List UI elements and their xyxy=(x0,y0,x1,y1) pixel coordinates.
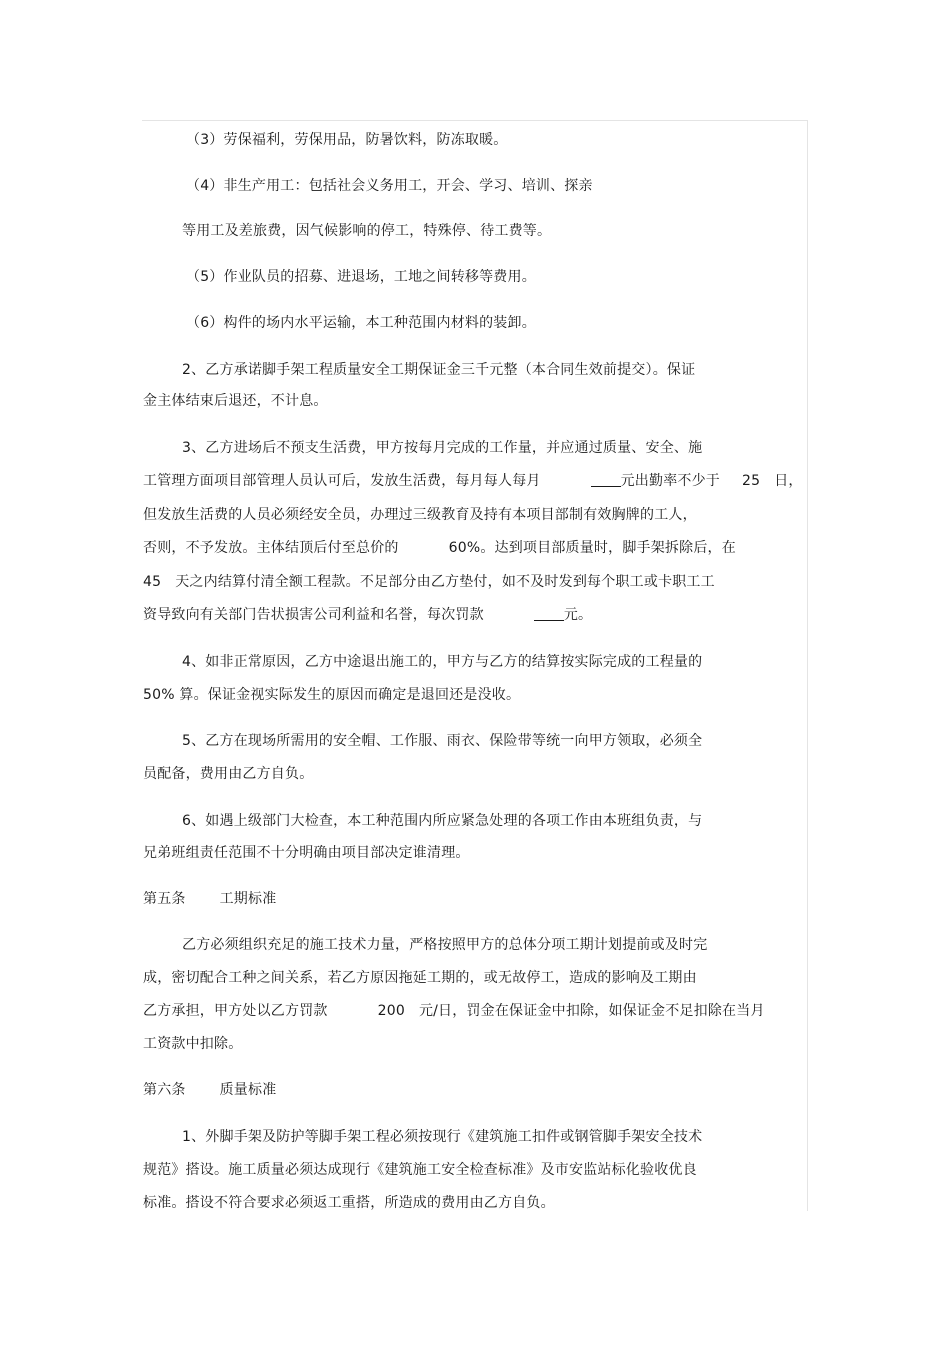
article-title: 质量标准 xyxy=(219,1082,277,1098)
clause-3-text: 天之内结算付清全额工程款。不足部分由乙方垫付，如不及时发到每个职工或卡职工工 xyxy=(175,574,715,590)
article-5-line-1: 乙方必须组织充足的施工技术力量，严格按照甲方的总体分项工期计划提前或及时完 xyxy=(182,937,708,953)
article-6-heading xyxy=(143,1081,276,1099)
article-title: 工期标准 xyxy=(219,891,277,907)
clause-3-text: 。达到项目部质量时，脚手架拆除后，在 xyxy=(480,540,736,556)
clause-3-text: 日， xyxy=(774,473,803,489)
clause-4-line-2: 50% 算。保证金视实际发生的原因而确定是退回还是没收。 xyxy=(143,687,521,703)
clause-5-line-2: 员配备，费用由乙方自负。 xyxy=(143,766,314,782)
article-6-line-3: 标准。搭设不符合要求必须返工重搭，所造成的费用由乙方自负。 xyxy=(143,1195,555,1211)
clause-3-text: 元。 xyxy=(563,607,593,623)
article-6-line-1: 1、外脚手架及防护等脚手架工程必须按现行《建筑施工扣件或钢管脚手架安全技术 xyxy=(182,1129,703,1145)
blank-fine xyxy=(534,606,564,621)
clause-3-line-6 xyxy=(143,606,592,624)
item-5: （5）作业队员的招募、进退场，工地之间转移等费用。 xyxy=(186,269,536,285)
clause-3-text: 资导致向有关部门告状损害公司利益和名誉，每次罚款 xyxy=(143,607,484,623)
article-5-line-2: 成，密切配合工种之间关系，若乙方原因拖延工期的，或无故停工，造成的影响及工期由 xyxy=(143,970,697,986)
item-4-line-1: （4）非生产用工：包括社会义务用工，开会、学习、培训、探亲 xyxy=(186,178,593,194)
clause-3-text: 工管理方面项目部管理人员认可后，发放生活费，每月每人每月 xyxy=(143,473,541,489)
article-5-line-3 xyxy=(143,1002,765,1020)
attendance-days: 25 xyxy=(742,473,761,489)
article-5-heading xyxy=(143,890,276,908)
clause-3-line-2 xyxy=(143,472,803,490)
article-5-text: 乙方承担，甲方处以乙方罚款 xyxy=(143,1003,328,1019)
clause-6-line-1: 6、如遇上级部门大检查，本工种范围内所应紧急处理的各项工作由本班组负责，与 xyxy=(182,813,703,829)
clause-4-line-1: 4、如非正常原因，乙方中途退出施工的，甲方与乙方的结算按实际完成的工程量的 xyxy=(182,654,703,670)
clause-3-text: 否则，不予发放。主体结顶后付至总价的 xyxy=(143,540,399,556)
item-4-line-2: 等用工及差旅费，因气候影响的停工，特殊停、待工费等。 xyxy=(182,223,552,239)
clause-5-line-1: 5、乙方在现场所需用的安全帽、工作服、雨衣、保险带等统一向甲方领取，必须全 xyxy=(182,733,703,749)
item-6: （6）构件的场内水平运输，本工种范围内材料的装卸。 xyxy=(186,315,536,331)
clause-3-line-4 xyxy=(143,539,736,557)
article-6-line-2: 规范》搭设。施工质量必须达成现行《建筑施工安全检查标准》及市安监站标化验收优良 xyxy=(143,1162,697,1178)
clause-3-line-3: 但发放生活费的人员必须经安全员，办理过三级教育及持有本项目部制有效胸牌的工人， xyxy=(143,507,697,523)
penalty-amount: 200 xyxy=(377,1003,405,1019)
article-5-text: 元/日，罚金在保证金中扣除，如保证金不足扣除在当月 xyxy=(418,1003,765,1019)
clause-2-line-2: 金主体结束后退还，不计息。 xyxy=(143,393,328,409)
article-number: 第五条 xyxy=(143,891,186,907)
clause-2-line-1: 2、乙方承诺脚手架工程质量安全工期保证金三千元整（本合同生效前提交）。保证 xyxy=(182,362,696,378)
blank-amount xyxy=(591,472,621,487)
settlement-days: 45 xyxy=(143,574,162,590)
clause-3-line-5 xyxy=(143,573,715,591)
article-5-line-4: 工资款中扣除。 xyxy=(143,1036,243,1052)
clause-3-text: 元出勤率不少于 xyxy=(620,473,721,489)
clause-3-line-1: 3、乙方进场后不预支生活费，甲方按每月完成的工作量，并应通过质量、安全、施 xyxy=(182,440,703,456)
article-number: 第六条 xyxy=(143,1082,186,1098)
item-3: （3）劳保福利，劳保用品，防暑饮料，防冻取暖。 xyxy=(186,132,508,148)
clause-6-line-2: 兄弟班组责任范围不十分明确由项目部决定谁清理。 xyxy=(143,845,470,861)
payment-percent: 60% xyxy=(448,540,481,556)
